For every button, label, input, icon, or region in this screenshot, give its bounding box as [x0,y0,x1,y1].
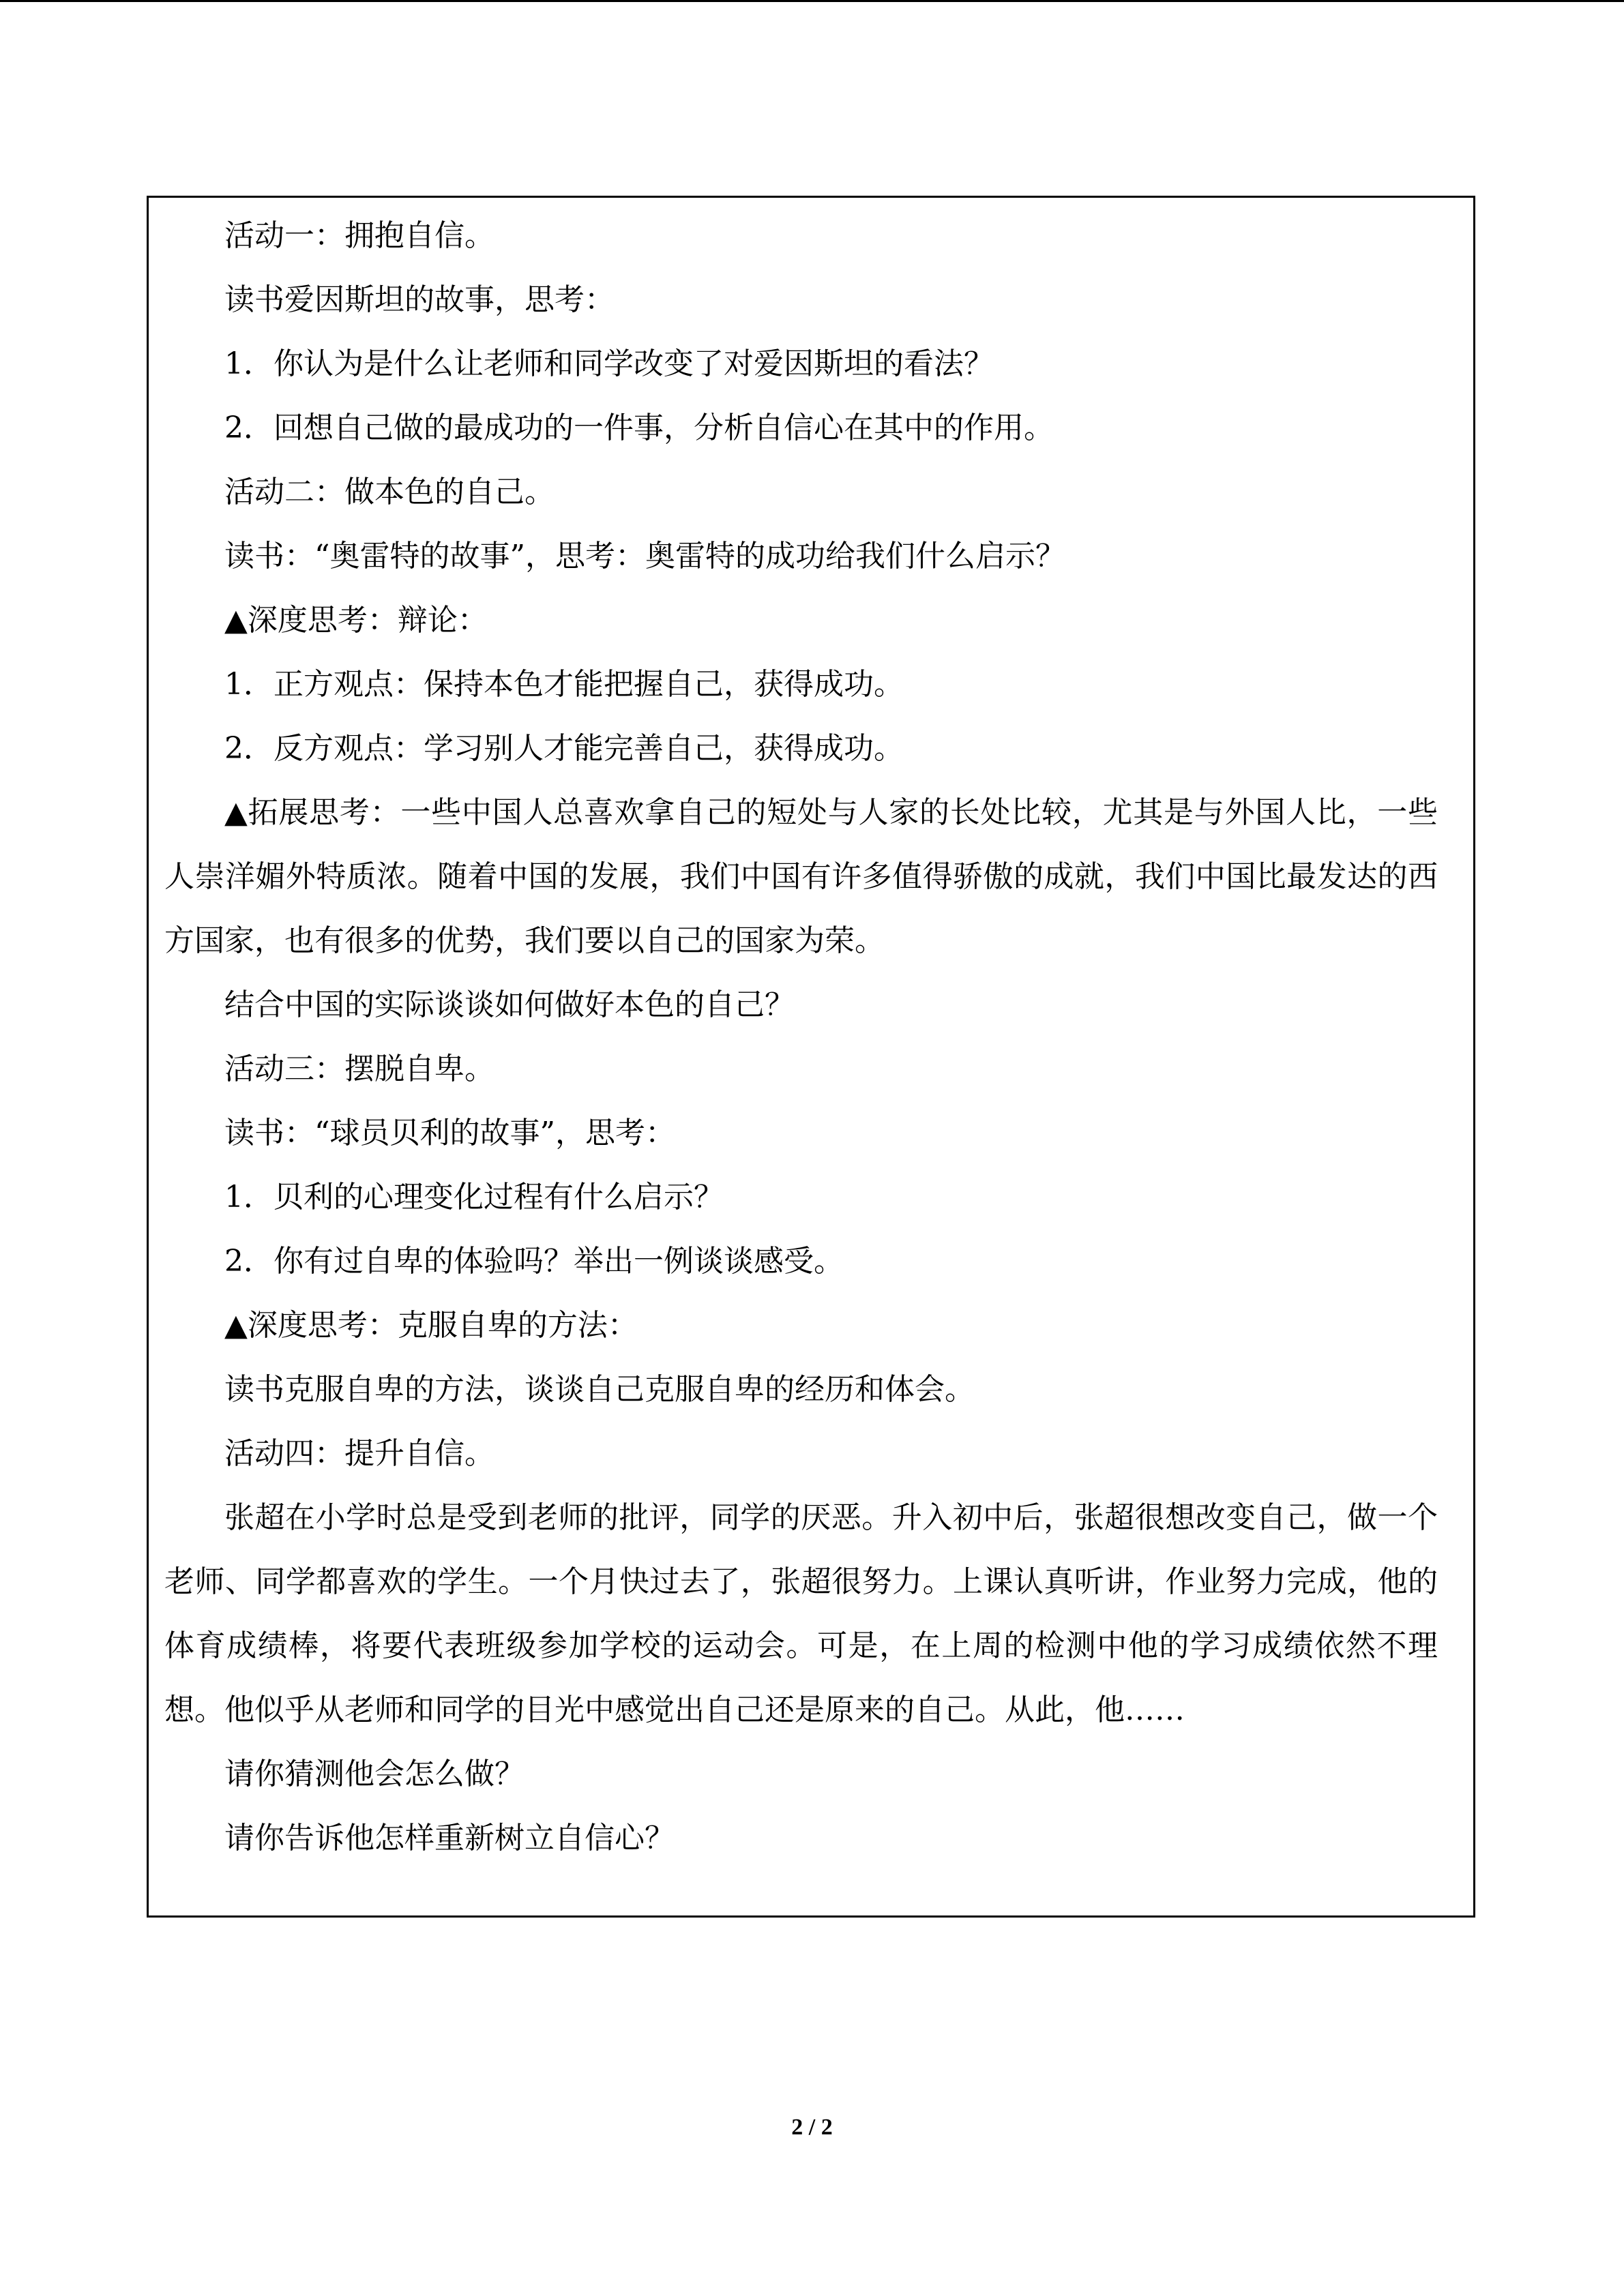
activity-3-question-2: 2．你有过自卑的体验吗？举出一例谈谈感受。 [224,1244,844,1279]
extended-thinking: ▲拓展思考：一些中国人总喜欢拿自己的短处与人家的长处比较，尤其是与外国人比，一些人崇洋媚外特质浓。随着中国的发展，我们中国有许多值得骄傲的成就，我们中国比最发达的西方国家，也有很多的优势，我们要以自己的国家为荣。 [164,795,1438,958]
activity-3-question-1: 1．贝利的心理变化过程有什么启示？ [224,1180,724,1214]
activity-1-reading: 读书爱因斯坦的故事，思考： [224,282,615,317]
activity-4-story: 张超在小学时总是受到老师的批评，同学的厌恶。升入初中后，张超很想改变自己，做一个老师、同学都喜欢的学生。一个月快过去了，张超很努力。上课认真听讲，作业努力完成，他的体育成绩棒，将要代表班级参加学校的运动会。可是，在上周的检测中他的学习成绩依然不理想。他似乎从老师和同学的目光中感觉出自己还是原来的自己。从此，他…… [164,1500,1438,1727]
activity-4-question-1: 请你猜测他会怎么做？ [224,1757,525,1791]
debate-negative: 2．反方观点：学习别人才能完善自己，获得成功。 [224,731,904,766]
activity-2-heading: 活动二：做本色的自己。 [224,475,555,509]
activity-3-heading: 活动三：摆脱自卑。 [224,1052,494,1086]
content-table-cell [147,196,1475,1918]
activity-1-heading: 活动一：拥抱自信。 [224,218,494,253]
activity-1-question-1: 1．你认为是什么让老师和同学改变了对爱因斯坦的看法？ [224,346,994,381]
page-number: 2 / 2 [791,2115,833,2140]
activity-2-reading: 读书：“奥雷特的故事”，思考：奥雷特的成功给我们什么启示？ [224,539,1065,573]
activity-4-heading: 活动四：提升自信。 [224,1436,494,1471]
extended-question: 结合中国的实际谈谈如何做好本色的自己？ [224,987,795,1022]
activity-1-question-2: 2．回想自己做的最成功的一件事，分析自信心在其中的作用。 [224,411,1054,445]
page-top-border [0,0,1624,2]
debate-heading: ▲深度思考：辩论： [224,603,488,638]
activity-4-question-2: 请你告诉他怎样重新树立自信心？ [224,1821,675,1855]
debate-affirmative: 1．正方观点：保持本色才能把握自己，获得成功。 [224,667,904,702]
deep-thinking-task: 读书克服自卑的方法，谈谈自己克服自卑的经历和体会。 [224,1372,975,1407]
activity-3-reading: 读书：“球员贝利的故事”，思考： [224,1116,675,1150]
deep-thinking-heading: ▲深度思考：克服自卑的方法： [224,1308,638,1343]
